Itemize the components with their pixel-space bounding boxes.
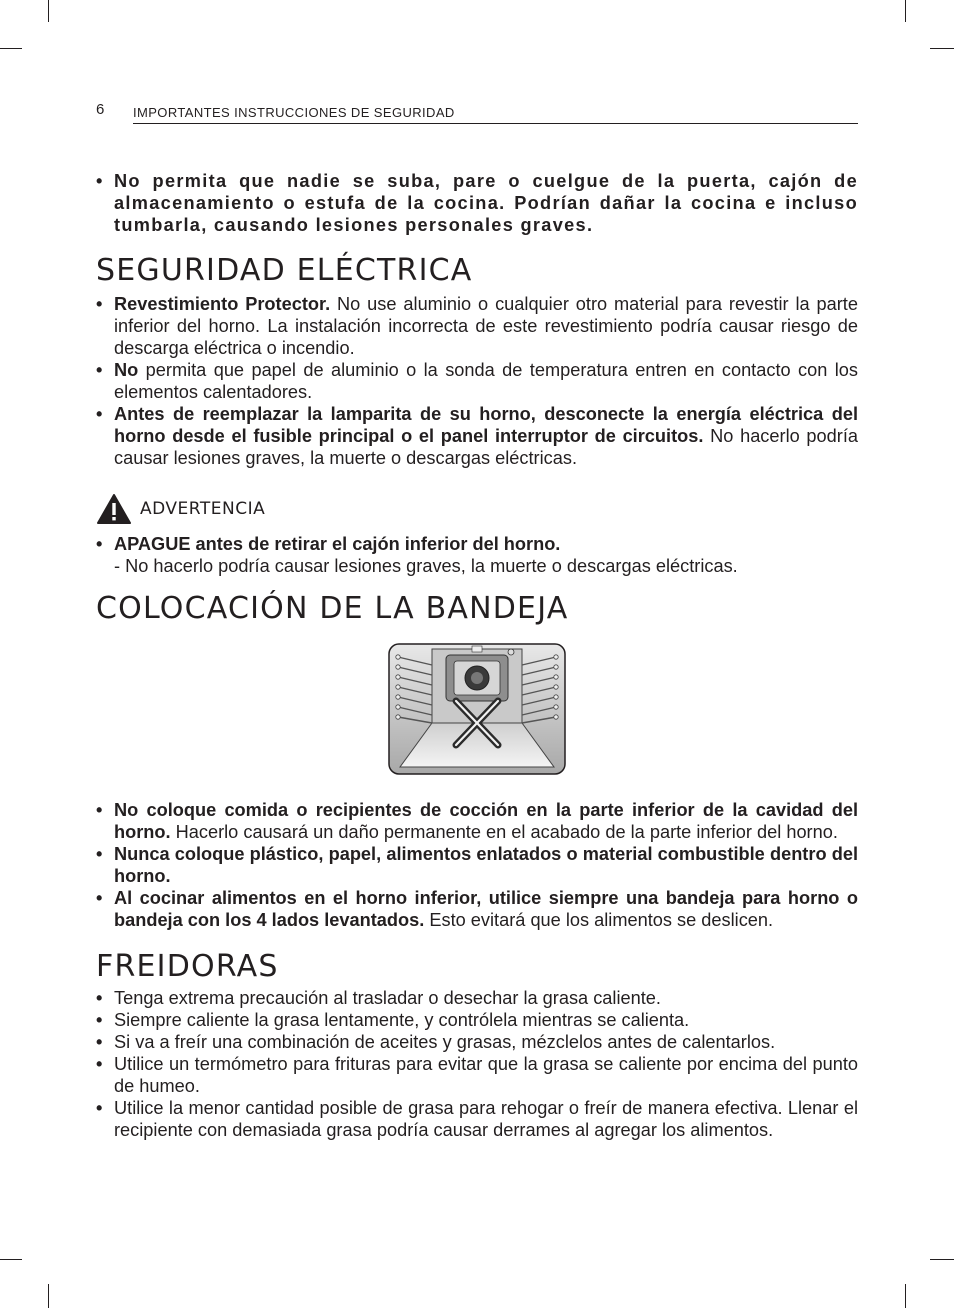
list-item: • Siempre caliente la grasa lentamente, y contrólela mientras se calienta. xyxy=(96,1009,858,1031)
crop-mark xyxy=(0,48,22,49)
list-item: • Tenga extrema precaución al trasladar o desechar la grasa caliente. xyxy=(96,987,858,1009)
electrical-list xyxy=(96,293,858,469)
list-item: • APAGUE antes de retirar el cajón inferior del horno. xyxy=(96,533,858,555)
fryers-list xyxy=(96,987,858,1141)
list-item: • Al cocinar alimentos en el horno inferior, utilice siempre una bandeja para horno o bandeja con los 4 lados levantados. Esto evitará que los alimentos se deslicen. xyxy=(96,887,858,931)
warning-list xyxy=(96,533,858,555)
header-rule xyxy=(133,123,858,124)
crop-mark xyxy=(0,1259,22,1260)
list-item: • Revestimiento Protector. No use aluminio o cualquier otro material para revestir la parte inferior del horno. La instalación incorrecta de este revestimiento podría causar riesgo de descarga eléctrica o incendio. xyxy=(96,293,858,359)
warning-triangle-icon xyxy=(96,493,132,525)
warning-subline: - No hacerlo podría causar lesiones graves, la muerte o descargas eléctricas. xyxy=(114,556,738,576)
intro-list xyxy=(96,170,858,236)
warning-label: ADVERTENCIA xyxy=(140,499,266,519)
list-item: • Utilice la menor cantidad posible de grasa para rehogar o freír de manera efectiva. Llenar el recipiente con demasiada grasa podría causar derrames al agregar los alimentos. xyxy=(96,1097,858,1141)
section-heading-fryers: FREIDORAS xyxy=(96,949,279,984)
crop-mark xyxy=(930,48,954,49)
list-item: • Utilice un termómetro para frituras para evitar que la grasa se caliente por encima del punto de humeo. xyxy=(96,1053,858,1097)
oven-cavity-illustration xyxy=(388,643,566,775)
list-item: • No permita que papel de aluminio o la sonda de temperatura entren en contacto con los elementos calentadores. xyxy=(96,359,858,403)
list-item: • Nunca coloque plástico, papel, alimentos enlatados o material combustible dentro del horno. xyxy=(96,843,858,887)
list-item: • Si va a freír una combinación de aceites y grasas, mézclelos antes de calentarlos. xyxy=(96,1031,858,1053)
crop-mark xyxy=(905,1284,906,1308)
section-heading-electrical: SEGURIDAD ELÉCTRICA xyxy=(96,253,473,288)
crop-mark xyxy=(48,1284,49,1308)
crop-mark xyxy=(905,0,906,22)
list-item: • No permita que nadie se suba, pare o cuelgue de la puerta, cajón de almacenamiento o estufa de la cocina. Podrían dañar la cocina e incluso tumbarla, causando lesiones personales graves. xyxy=(96,170,858,236)
list-item: • No coloque comida o recipientes de cocción en la parte inferior de la cavidad del horno. Hacerlo causará un daño permanente en el acabado de la parte inferior del horno. xyxy=(96,799,858,843)
tray-list xyxy=(96,799,858,931)
page-number: 6 xyxy=(96,101,105,118)
crop-mark xyxy=(930,1259,954,1260)
crop-mark xyxy=(48,0,49,22)
section-heading-tray: COLOCACIÓN DE LA BANDEJA xyxy=(96,591,569,626)
running-header: IMPORTANTES INSTRUCCIONES DE SEGURIDAD xyxy=(133,105,455,120)
warning-banner xyxy=(96,493,858,525)
list-item: • Antes de reemplazar la lamparita de su horno, desconecte la energía eléctrica del horno desde el fusible principal o el panel interruptor de circuitos. No hacerlo podría causar lesiones graves, la muerte o descargas eléctricas. xyxy=(96,403,858,469)
page-content xyxy=(96,170,858,1141)
